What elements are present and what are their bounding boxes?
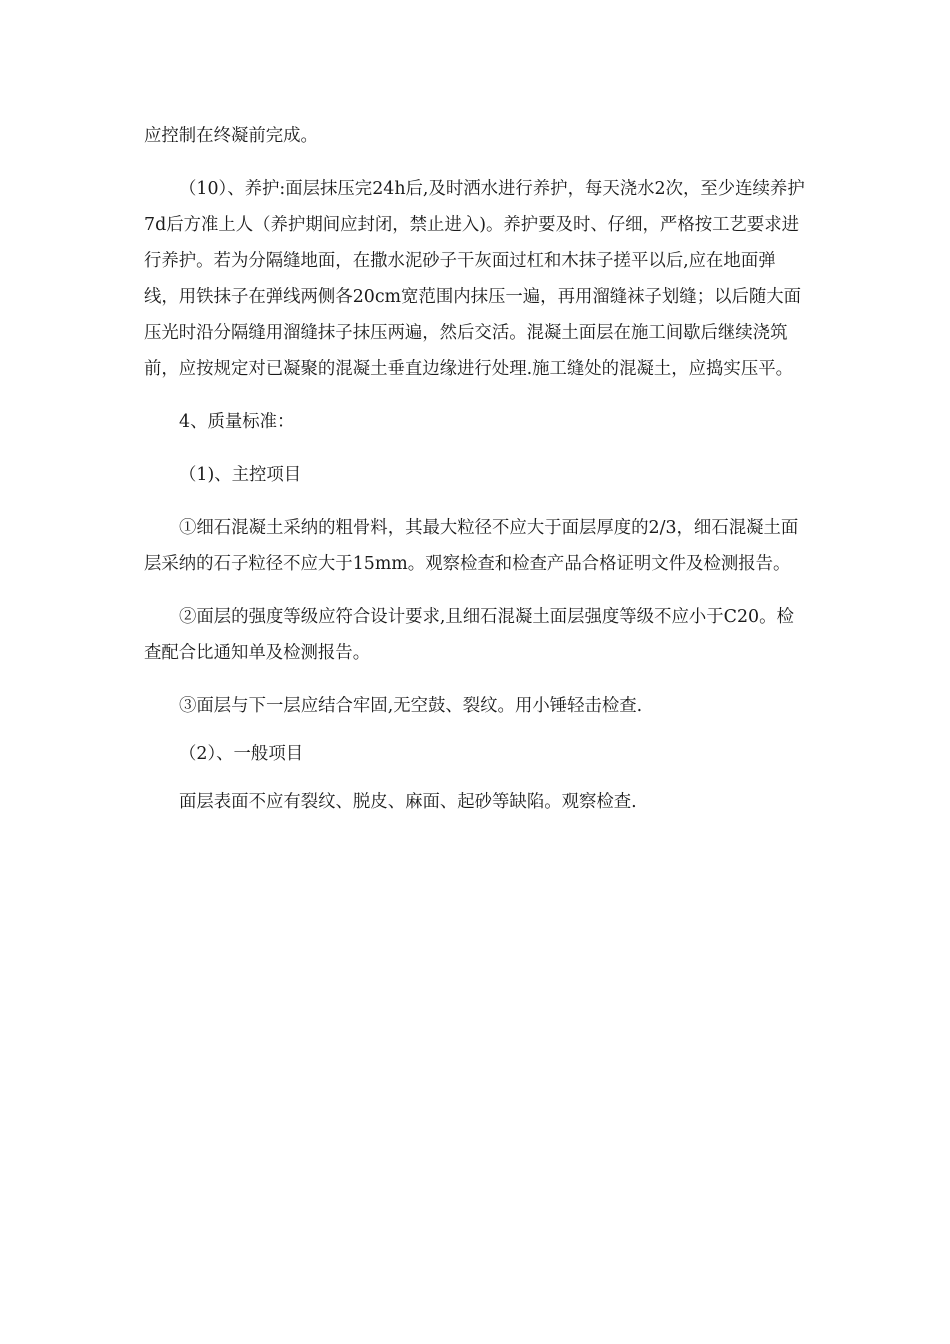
document-page [144,118,808,820]
paragraph-curing-continued: 应控制在终凝前完成。 [144,126,318,146]
heading-main-control-items: （1)、主控项目 [179,465,302,485]
paragraph-item-2: ②面层的强度等级应符合设计要求,且细石混凝土面层强度等级不应小于C20。检查配合比通知单及检测报告。 [144,607,794,663]
paragraph-item-1: ①细石混凝土采纳的粗骨料，其最大粒径不应大于面层厚度的2/3，细石混凝土面层采纳的石子粒径不应大于15mm。观察检查和检查产品合格证明文件及检测报告。 [144,518,799,574]
heading-quality-standard: 4、质量标准： [179,412,295,432]
paragraph-item-3: ③面层与下一层应结合牢固,无空鼓、裂纹。用小锤轻击检查. [179,696,643,716]
paragraph-general-item: 面层表面不应有裂纹、脱皮、麻面、起砂等缺陷。观察检查. [179,792,637,812]
paragraph-curing: （10）、养护:面层抹压完24h后,及时洒水进行养护，每天浇水2次，至少连续养护7d后方准上人（养护期间应封闭，禁止进入)。养护要及时、仔细，严格按工艺要求进行养护。若为分隔缝地面，在撒水泥砂子干灰面过杠和木抹子搓平以后,应在地面弹线，用铁抹子在弹线两侧各20cm宽范围内抹压一遍，再用溜缝袜子划缝；以后随大面压光时沿分隔缝用溜缝抹子抹压两遍，然后交活。混凝土面层在施工间歇后继续浇筑前，应按规定对已凝聚的混凝土垂直边缘进行处理.施工缝处的混凝土，应捣实压平。 [144,179,805,379]
heading-general-items: （2）、一般项目 [179,744,304,764]
